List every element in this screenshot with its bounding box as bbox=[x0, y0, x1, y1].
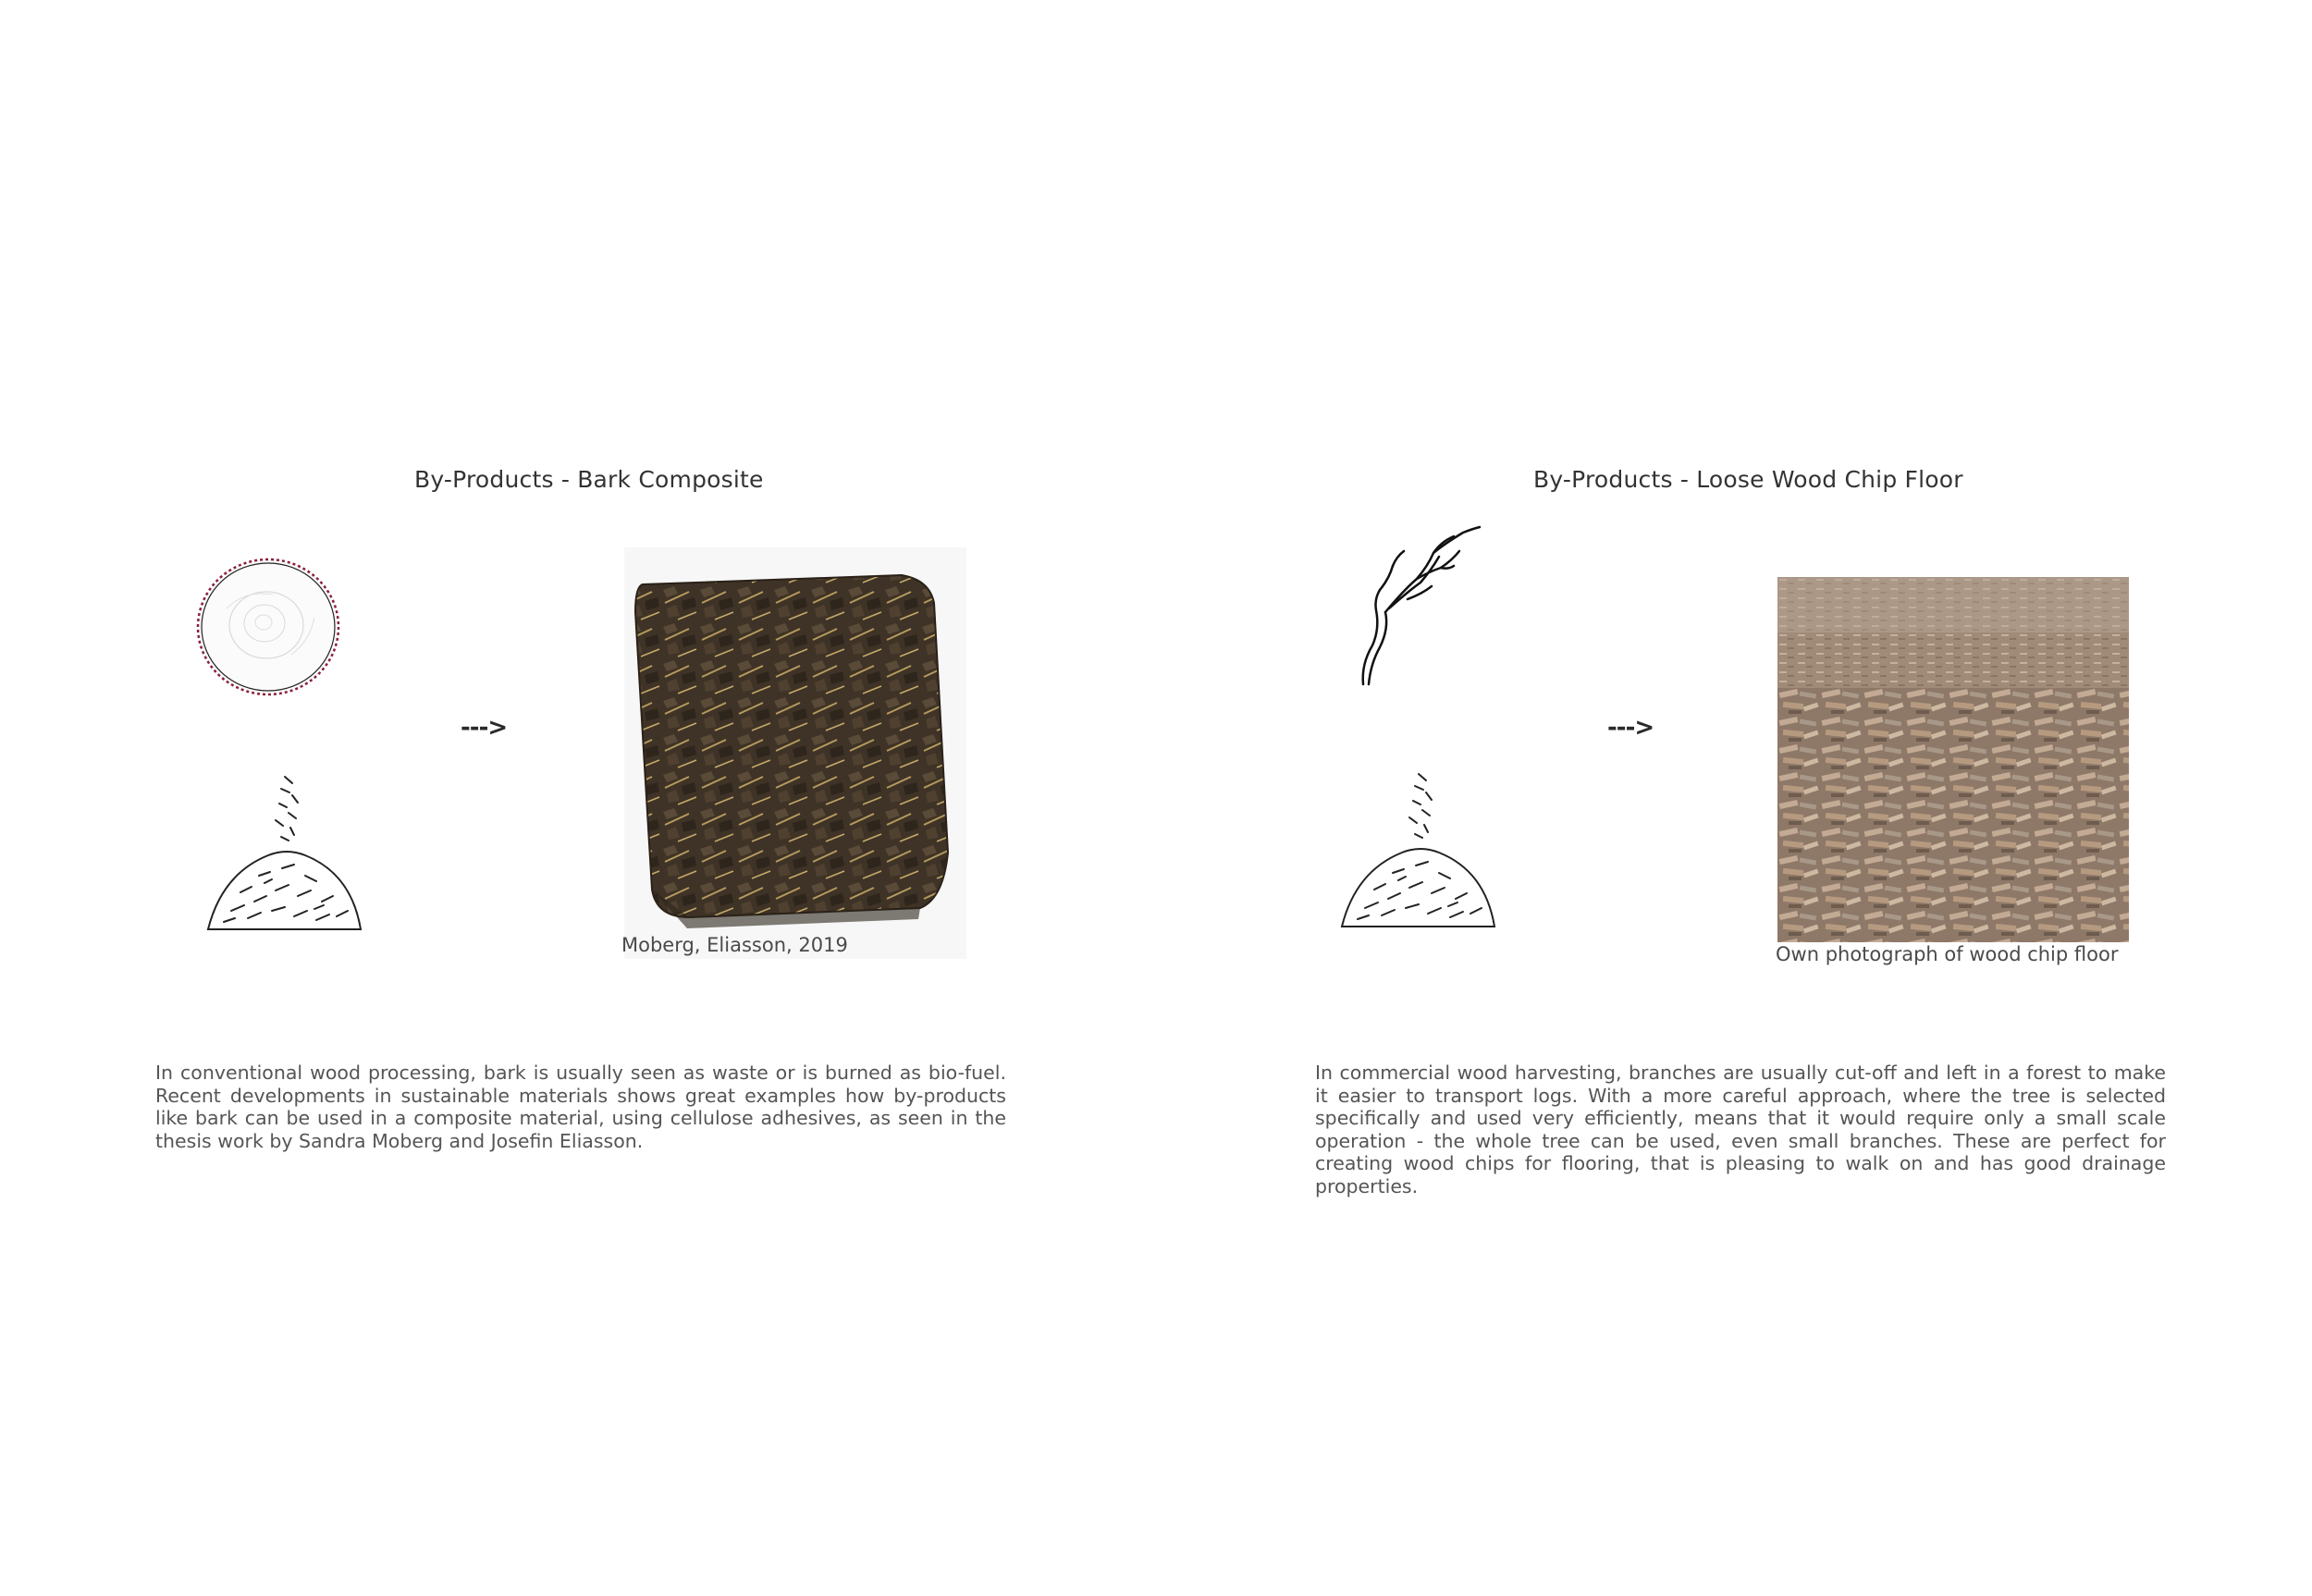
right-photo-caption: Own photograph of wood chip floor bbox=[1776, 943, 2119, 965]
right-body-text: In commercial wood harvesting, branches are usually cut-off and left in a forest to make it easier to transport logs. With a more careful approach, where the tree is selected specifically and used very efficiently, means that it would require only a small scale operation - the whole tree can be used, even small branches. These are perfect for creating wood chips for flooring, that is pleasing to walk on and has good drainage properties. bbox=[1315, 1062, 2166, 1197]
chip-pile-icon bbox=[203, 772, 370, 934]
left-panel-title: By-Products - Bark Composite bbox=[414, 466, 764, 493]
arrow-left: ---> bbox=[461, 714, 508, 742]
log-cross-section-icon bbox=[190, 553, 347, 701]
left-body-text: In conventional wood processing, bark is usually seen as waste or is burned as bio-fuel. Recent developments in sustainable materials shows great examples how by-products like bark can be used in a composite material, using cellulose adhesives, as seen in the thesis work by Sandra Moberg and Josefin Eliasson. bbox=[155, 1062, 1006, 1152]
right-panel-title: By-Products - Loose Wood Chip Floor bbox=[1533, 466, 1963, 493]
wood-chip-floor-photo bbox=[1777, 577, 2129, 942]
left-photo-caption: Moberg, Eliasson, 2019 bbox=[621, 934, 848, 956]
branch-icon bbox=[1352, 525, 1486, 692]
chip-pile-icon-right bbox=[1337, 769, 1504, 931]
bark-composite-photo bbox=[624, 547, 966, 959]
arrow-right: ---> bbox=[1607, 714, 1654, 742]
